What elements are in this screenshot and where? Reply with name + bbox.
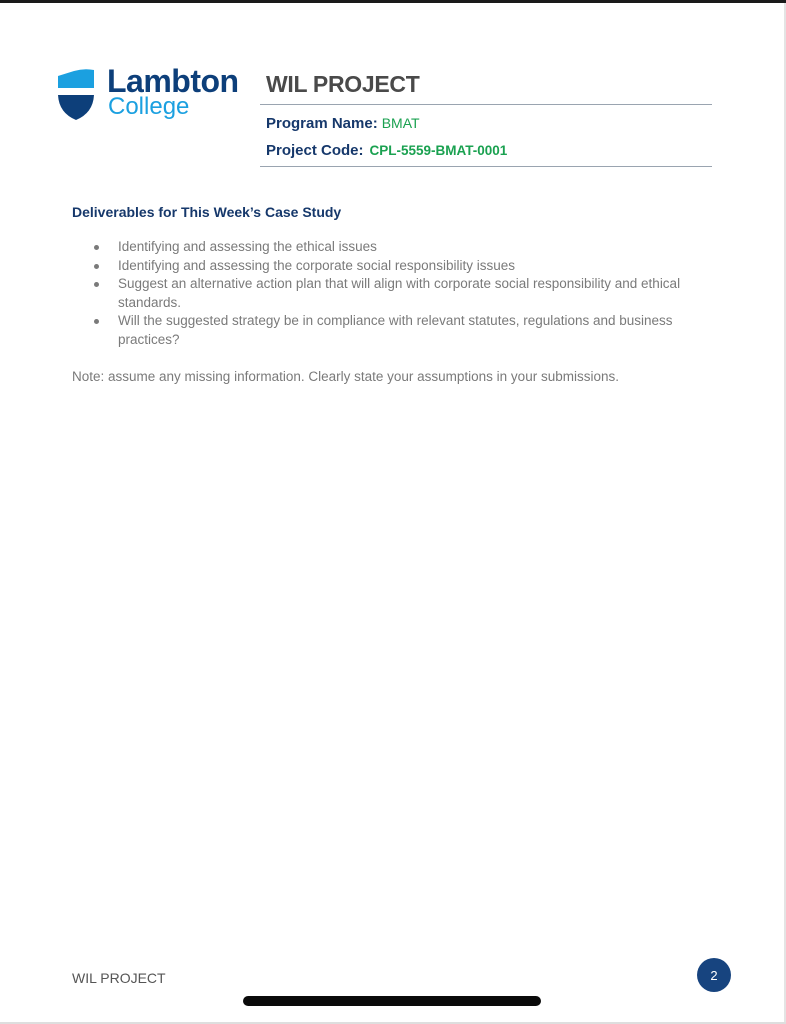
logo-word-lambton: Lambton: [107, 63, 239, 99]
shield-logo-icon: [56, 68, 96, 120]
footer-label: WIL PROJECT: [72, 970, 166, 986]
project-code-label: Project Code:: [266, 142, 364, 159]
list-item: [94, 257, 694, 276]
program-name-value: BMAT: [381, 115, 420, 131]
deliverable-text: Identifying and assessing the corporate social responsibility issues: [118, 257, 515, 273]
list-item: [94, 312, 694, 349]
list-item: [94, 238, 694, 257]
deliverable-text: Identifying and assessing the ethical issues: [118, 239, 377, 254]
bullet-icon: [94, 319, 99, 324]
lambton-college-logo: [56, 63, 241, 124]
assumptions-note: Note: assume any missing information. Clearly state your assumptions in your submissions.: [72, 369, 619, 384]
deliverables-list: [94, 238, 694, 349]
header-divider: [260, 166, 712, 167]
title-divider: [260, 104, 712, 105]
logo-word-college: College: [108, 93, 190, 120]
program-name-row: [266, 115, 420, 132]
deliverables-heading: Deliverables for This Week’s Case Study: [72, 204, 342, 220]
project-code-row: [266, 142, 507, 159]
deliverable-text: Suggest an alternative action plan that will align with corporate social responsibility and ethical standards.: [118, 276, 681, 310]
list-item: [94, 275, 694, 312]
project-code-value: CPL-5559-BMAT-0001: [369, 143, 508, 158]
bullet-icon: [94, 282, 99, 287]
deliverable-text: Will the suggested strategy be in compliance with relevant statutes, regulations and business practices?: [118, 313, 673, 347]
home-indicator-bar[interactable]: [243, 996, 541, 1006]
top-edge-bar: [0, 0, 786, 3]
program-name-label: Program Name:: [266, 115, 378, 132]
page-number-badge: 2: [697, 958, 731, 992]
document-title: WIL PROJECT: [266, 71, 420, 97]
bullet-icon: [94, 264, 99, 269]
bullet-icon: [94, 245, 99, 250]
